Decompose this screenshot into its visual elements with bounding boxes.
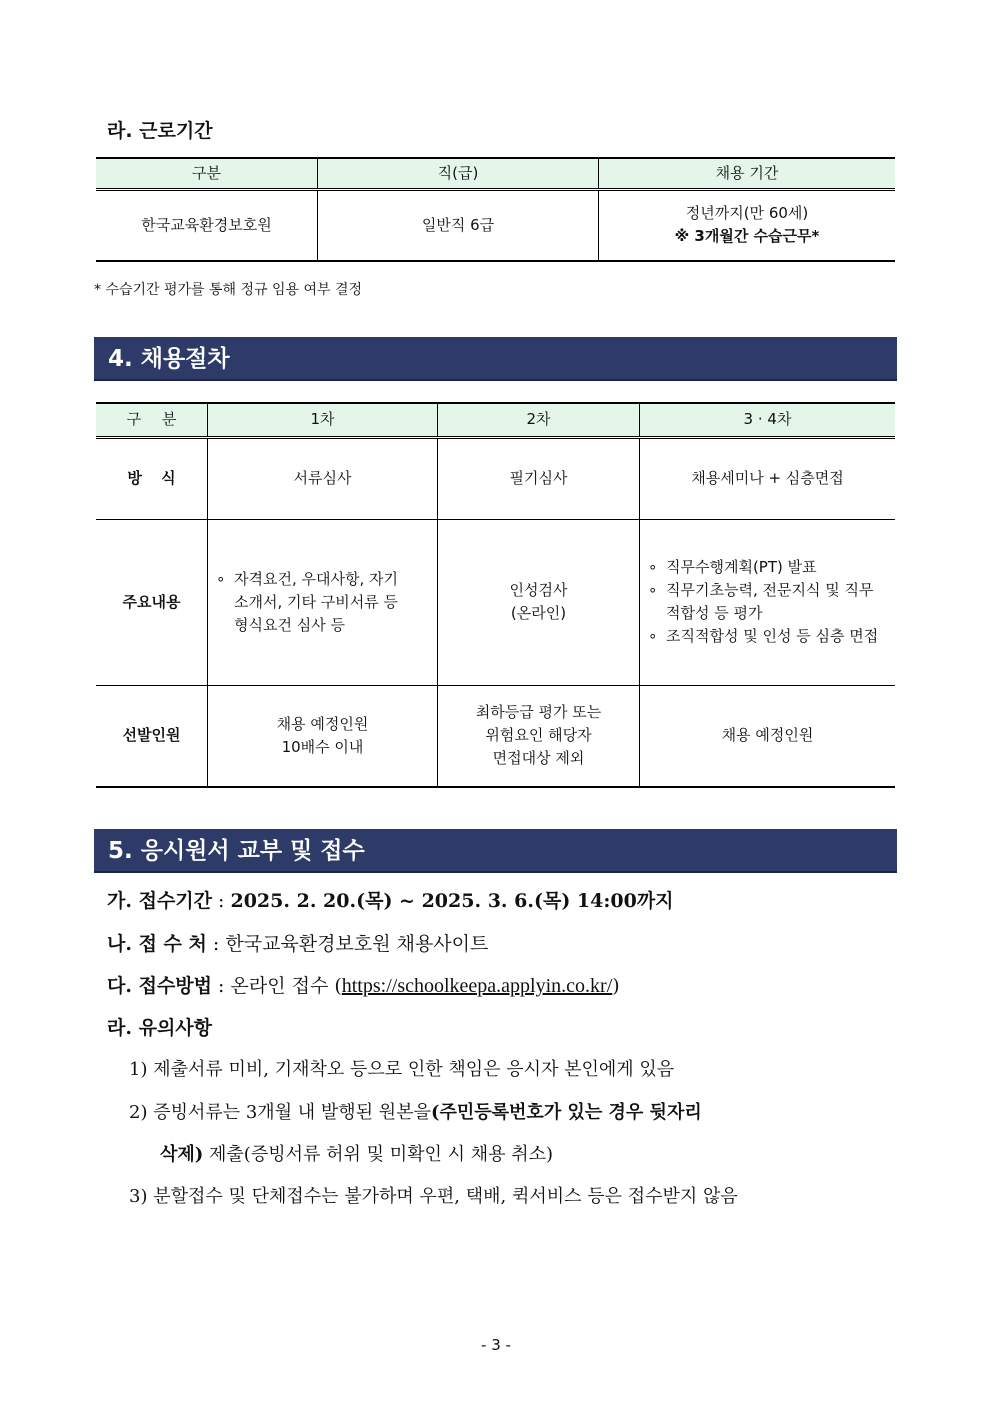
probation-footnote: * 수습기간 평가를 통해 정규 임용 여부 결정 [94,282,363,298]
bullet-text: 형식요건 심사 등 [234,615,345,634]
item-label: 다. 접수방법 [107,975,212,997]
application-period-line [107,886,674,913]
cell-line: 인성검사 [509,581,568,599]
application-site-link[interactable]: https://schoolkeepa.applyin.co.kr/ [341,975,613,997]
item-label: 나. 접 수 처 [107,933,207,955]
grade-cell: 일반직 6급 [318,189,599,261]
notice-emphasis: (주민등록번호가 있는 경우 뒷자리 [430,1102,702,1123]
application-method-suffix: ) [612,975,620,997]
item-separator: : [212,890,231,912]
bullet-item [216,568,429,637]
section-ra-heading: 라. 근로기간 [107,120,213,142]
period-cell [599,189,896,261]
cell-line: 10배수 이내 [281,737,364,756]
application-period-value: 2025. 2. 20.(목) ~ 2025. 3. 6.(목) 14:00까지 [230,890,674,912]
cell-line: (온라인) [510,604,567,622]
header-cell: 2차 [438,403,640,437]
item-separator: : [206,933,226,955]
header-cell: 3 · 4차 [640,403,896,437]
table-row [96,189,895,261]
table-cell [640,519,896,685]
notice-text: 제출(증빙서류 허위 및 미확인 시 채용 취소) [203,1144,553,1165]
work-period-table [96,157,895,262]
period-value: 정년까지(만 60세) [685,204,809,223]
notice-heading: 라. 유의사항 [107,1017,212,1039]
recruitment-process-table [96,402,895,788]
item-separator: : [212,975,231,997]
table-cell [208,685,438,787]
period-note: ※ 3개월간 수습근무* [674,227,820,246]
table-row [96,685,895,787]
notice-item-3: 3) 분할접수 및 단체접수는 불가하며 우편, 택배, 퀵서비스 등은 접수받지 않음 [129,1186,738,1207]
table-header-row [96,158,895,189]
header-cell: 채용 기간 [599,158,896,189]
bullet-item: ∘ 직무기초능력, 전문지식 및 직무 적합성 등 평가 [648,579,887,625]
table-cell: 서류심사 [208,437,438,519]
table-cell: 필기심사 [438,437,640,519]
table-row [96,519,895,685]
table-cell [438,685,640,787]
bullet-text: 소개서, 기타 구비서류 등 [234,592,398,611]
page-number: - 3 - [481,1336,511,1354]
bullet-list [648,556,887,648]
notice-emphasis: 삭제) [160,1144,204,1165]
header-cell: 구 분 [96,403,208,437]
table-header-row [96,403,895,437]
bullet-item: ∘ 조직적합성 및 인성 등 심층 면접 [648,625,887,648]
notice-item-2-continued [160,1140,553,1166]
application-place-value: 한국교육환경보호원 채용사이트 [225,933,489,955]
table-cell [438,519,640,685]
row-label: 방 식 [96,437,208,519]
bullet-list [216,568,429,637]
row-label: 주요내용 [96,519,208,685]
table-cell: 채용 예정인원 [721,726,814,745]
header-cell: 구분 [96,158,318,189]
application-method-line [107,971,620,998]
application-method-value: 온라인 접수 ( [230,975,342,997]
application-place-line [107,929,488,956]
header-cell: 1차 [208,403,438,437]
org-cell: 한국교육환경보호원 [96,189,318,261]
cell-line: 최하등급 평가 또는 [475,703,602,722]
item-label: 가. 접수기간 [107,890,212,912]
notice-item-2 [129,1098,702,1124]
bullet-text: 자격요건, 우대사항, 자기 [234,569,398,588]
notice-item-1: 1) 제출서류 미비, 기재착오 등으로 인한 책임은 응시자 본인에게 있음 [129,1059,675,1080]
cell-line: 면접대상 제외 [492,749,585,768]
cell-line: 위험요인 해당자 [485,726,592,745]
table-cell [208,519,438,685]
header-cell: 직(급) [318,158,599,189]
section5-banner: 5. 응시원서 교부 및 접수 [94,829,897,873]
table-row [96,437,895,519]
table-cell: 채용세미나 + 심층면접 [691,469,844,487]
row-label: 선발인원 [96,685,208,787]
bullet-item: ∘ 직무수행계획(PT) 발표 [648,556,887,579]
notice-text: 2) 증빙서류는 3개월 내 발행된 원본을 [129,1102,431,1123]
section4-banner: 4. 채용절차 [94,337,897,381]
cell-line: 채용 예정인원 [276,714,369,733]
